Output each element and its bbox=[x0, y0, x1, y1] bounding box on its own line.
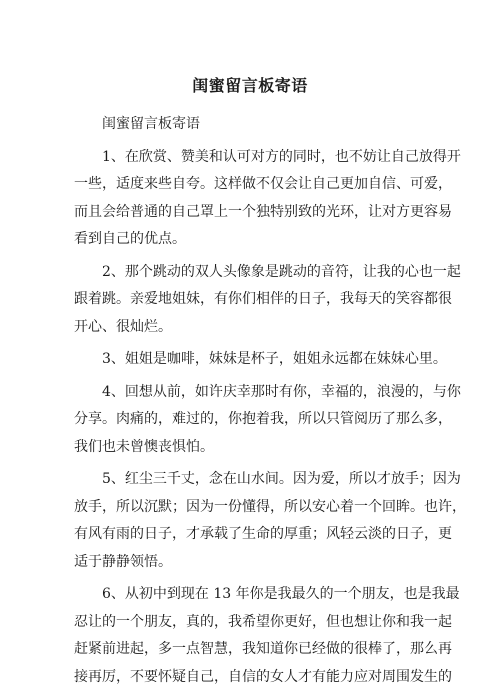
paragraph-line: 5、红尘三千丈，念在山水间。因为爱，所以才放手；因为 bbox=[74, 466, 426, 494]
paragraph-line: 而且会给普通的自己罩上一个独特别致的光环，让对方更容易 bbox=[74, 199, 426, 227]
paragraph-line: 1、在欣赏、赞美和认可对方的同时，也不妨让自己放得开 bbox=[74, 144, 426, 172]
paragraph-line: 开心、很灿烂。 bbox=[74, 314, 426, 342]
paragraph-line: 忍让的一个朋友，真的，我希望你更好，但也想让你和我一起 bbox=[74, 609, 426, 637]
paragraph-line: 我们也未曾懊丧惧怕。 bbox=[74, 434, 426, 462]
paragraph-line: 看到自己的优点。 bbox=[74, 226, 426, 254]
paragraph-5 bbox=[74, 466, 426, 576]
document-body bbox=[74, 111, 426, 691]
paragraph-1 bbox=[74, 144, 426, 254]
paragraph-line: 适于静静领悟。 bbox=[74, 549, 426, 577]
paragraph-line: 跟着跳。亲爱地姐妹，有你们相伴的日子，我每天的笑容都很 bbox=[74, 286, 426, 314]
paragraph-6 bbox=[74, 581, 426, 691]
paragraph-2 bbox=[74, 259, 426, 342]
paragraph-4 bbox=[74, 379, 426, 462]
paragraph-line: 接再厉，不要怀疑自己，自信的女人才有能力应对周围发生的 bbox=[74, 664, 426, 691]
document-title: 闺蜜留言板寄语 bbox=[0, 74, 500, 98]
paragraph-line: 有风有雨的日子，才承载了生命的厚重；风轻云淡的日子，更 bbox=[74, 521, 426, 549]
paragraph-line: 一些，适度来些自夸。这样做不仅会让自己更加自信、可爱， bbox=[74, 171, 426, 199]
paragraph-line: 6、从初中到现在 13 年你是我最久的一个朋友，也是我最 bbox=[74, 581, 426, 609]
paragraph-line: 放手，所以沉默；因为一份懂得，所以安心着一个回眸。也许， bbox=[74, 494, 426, 522]
paragraph-line: 2、那个跳动的双人头像象是跳动的音符，让我的心也一起 bbox=[74, 259, 426, 287]
document-subtitle: 闺蜜留言板寄语 bbox=[74, 111, 426, 139]
paragraph-line: 3、姐姐是咖啡，妹妹是杯子，姐姐永远都在妹妹心里。 bbox=[74, 346, 426, 374]
paragraph-line: 分享。肉痛的，难过的，你抱着我，所以只管阅历了那么多， bbox=[74, 406, 426, 434]
paragraph-3 bbox=[74, 346, 426, 374]
paragraph-line: 赶紧前进起，多一点智慧，我知道你已经做的很棒了，那么再 bbox=[74, 636, 426, 664]
paragraph-line: 4、回想从前，如许庆幸那时有你，幸福的，浪漫的，与你 bbox=[74, 379, 426, 407]
